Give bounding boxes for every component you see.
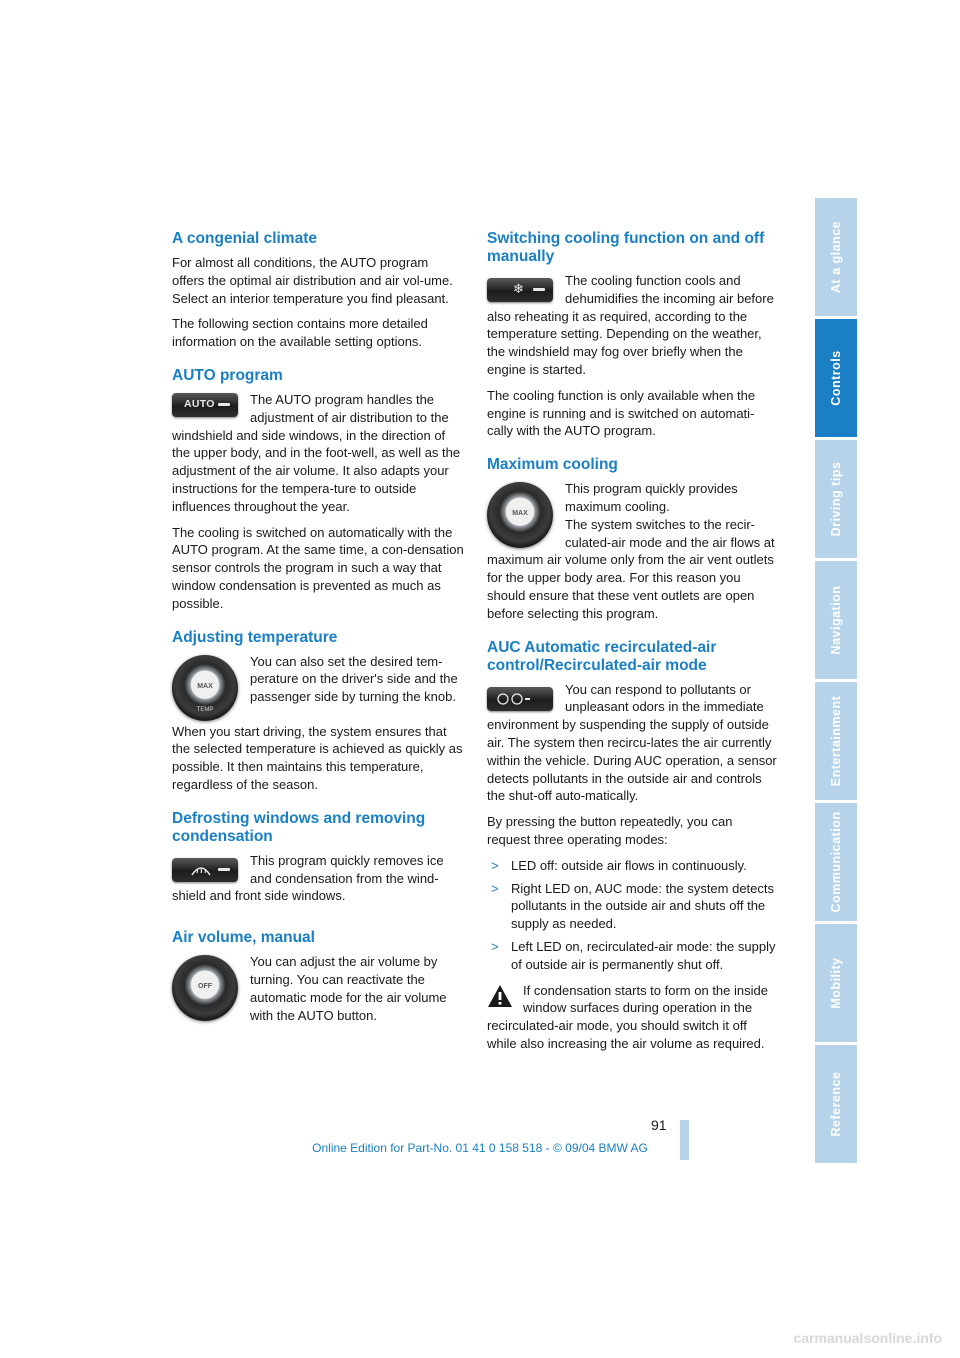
led-dash-icon [218,403,230,406]
temperature-knob-image [172,655,238,721]
chapter-tabs [815,198,857,1166]
air-volume-knob-image [172,955,238,1021]
knob-sublabel: TEMP [196,706,214,713]
max-cooling-knob-image [487,482,553,548]
led-dash-icon [533,288,545,291]
cooling-button-image [487,278,553,302]
heading-cooling-function: Switching cooling function on and off manually [487,230,765,265]
tab-driving-tips[interactable]: Driving tips [815,440,857,558]
paragraph: You can respond to pollutants or unpleasant odors in the immediate environment by suspending the supply of outside air. The system then recircu-lates the air currently within the vehicle. During AUC operation, a sensor detects pollutants in the outside air and controls the shut-off auto-matically. [487,681,777,804]
footer-edition: Online Edition for Part-No. 01 41 0 158 518 - © 09/04 BMW AG [312,1141,648,1155]
warning-text: If condensation starts to form on the inside window surfaces during operation in the recirculated-air mode, you should switch it off while also increasing the air volume as required. [487,982,768,1051]
list-item: > Right LED on, AUC mode: the system detects pollutants in the outside air and shuts off the supply as needed. [491,880,775,932]
paragraph: You can adjust the air volume by turning. You can reactivate the automatic mode for the air volume with the AUTO button. [250,954,447,1023]
warning-icon [487,984,513,1013]
tab-communication[interactable]: Communication [815,803,857,921]
paragraph: When you start driving, the system ensures that the selected temperature is achieved as quickly as possible. It then maintains this temperature, regardless of the season. [172,723,463,792]
knob-label: MAX [512,510,528,518]
heading-auto-program: AUTO program [172,366,283,384]
bullet-arrow-icon: > [491,880,499,896]
tab-mobility[interactable]: Mobility [815,924,857,1042]
paragraph: The AUTO program handles the adjustment of air distribution to the windshield and side windows, in the direction of the upper body, and in the foot-well, as well as the adjustment of the air volume. It also adapts your instructions for the tempera-ture to outside influences throughout the year. [172,391,461,514]
heading-adjusting-temperature: Adjusting temperature [172,628,338,646]
section-maximum-cooling [487,456,778,622]
section-cooling-function [487,230,778,440]
tab-at-a-glance[interactable]: At a glance [815,198,857,316]
right-column [487,230,778,1069]
paragraph: This program quickly removes ice and condensation from the wind-shield and front side windows. [172,852,444,904]
paragraph: The system switches to the recir-culated-air mode and the air flows at maximum air volume only from the air vent outlets for the upper body area. For this reason you should ensure that these vent outlets are open before selecting this program. [487,516,775,621]
knob-label: OFF [198,983,212,991]
led-dash-icon [218,868,230,871]
recirculation-icon [495,692,531,706]
tab-controls[interactable]: Controls [815,319,857,437]
section-auc [487,639,778,1053]
list-item: > Left LED on, recirculated-air mode: the supply of outside air is permanently shut off. [491,938,776,972]
paragraph: This program quickly provides maximum cooling. [565,481,738,514]
section-auto-program [172,367,464,613]
bullet-arrow-icon: > [491,938,499,954]
auto-button-label: AUTO [184,397,215,410]
section-air-volume [172,929,464,1032]
auto-button-image [172,393,238,417]
paragraph: You can also set the desired tem-perature on the driver's side and the passenger side by turning the knob. [250,653,458,705]
heading-air-volume: Air volume, manual [172,929,315,947]
paragraph: The cooling is switched on automatically with the AUTO program. At the same time, a con-densation sensor controls the program in such a way that window condensation is prevented as much as possible. [172,524,464,611]
heading-maximum-cooling: Maximum cooling [487,456,618,474]
paragraph: The cooling function is only available when the engine is running and is switched on automati-cally with the AUTO program. [487,387,756,439]
section-adjusting-temperature [172,629,464,794]
page-number: 91 [651,1117,667,1133]
defrost-button-image [172,858,238,882]
heading-congenial-climate: A congenial climate [172,230,317,247]
paragraph: The cooling function cools and dehumidifies the incoming air before also reheating it as required, according to the temperature setting. Depending on the weather, the windshield may fog over briefly when the engine is started. [487,273,774,377]
paragraph: For almost all conditions, the AUTO program offers the optimal air distribution and air vol-ume. Select an interior temperature you find pleasant. [172,255,453,306]
section-defrosting [172,810,464,913]
section-congenial-climate [172,230,464,351]
tab-reference[interactable]: Reference [815,1045,857,1163]
watermark: carmanualsonline.info [793,1330,942,1346]
auc-button-image [487,687,553,711]
heading-defrosting: Defrosting windows and removing condensation [172,809,426,845]
bullet-arrow-icon: > [491,857,499,873]
paragraph: By pressing the button repeatedly, you can request three operating modes: [487,814,733,847]
left-column [172,230,464,1048]
tab-navigation[interactable]: Navigation [815,561,857,679]
operating-modes-list [487,857,778,974]
snowflake-icon: ❄ [513,281,524,296]
paragraph: The following section contains more detailed information on the available setting options. [172,316,428,350]
heading-auc: AUC Automatic recirculated-air control/Recirculated-air mode [487,638,717,674]
knob-label: MAX [197,682,213,690]
defrost-icon [190,863,212,877]
tab-entertainment[interactable]: Entertainment [815,682,857,800]
list-item: > LED off: outside air flows in continuously. [491,857,747,873]
